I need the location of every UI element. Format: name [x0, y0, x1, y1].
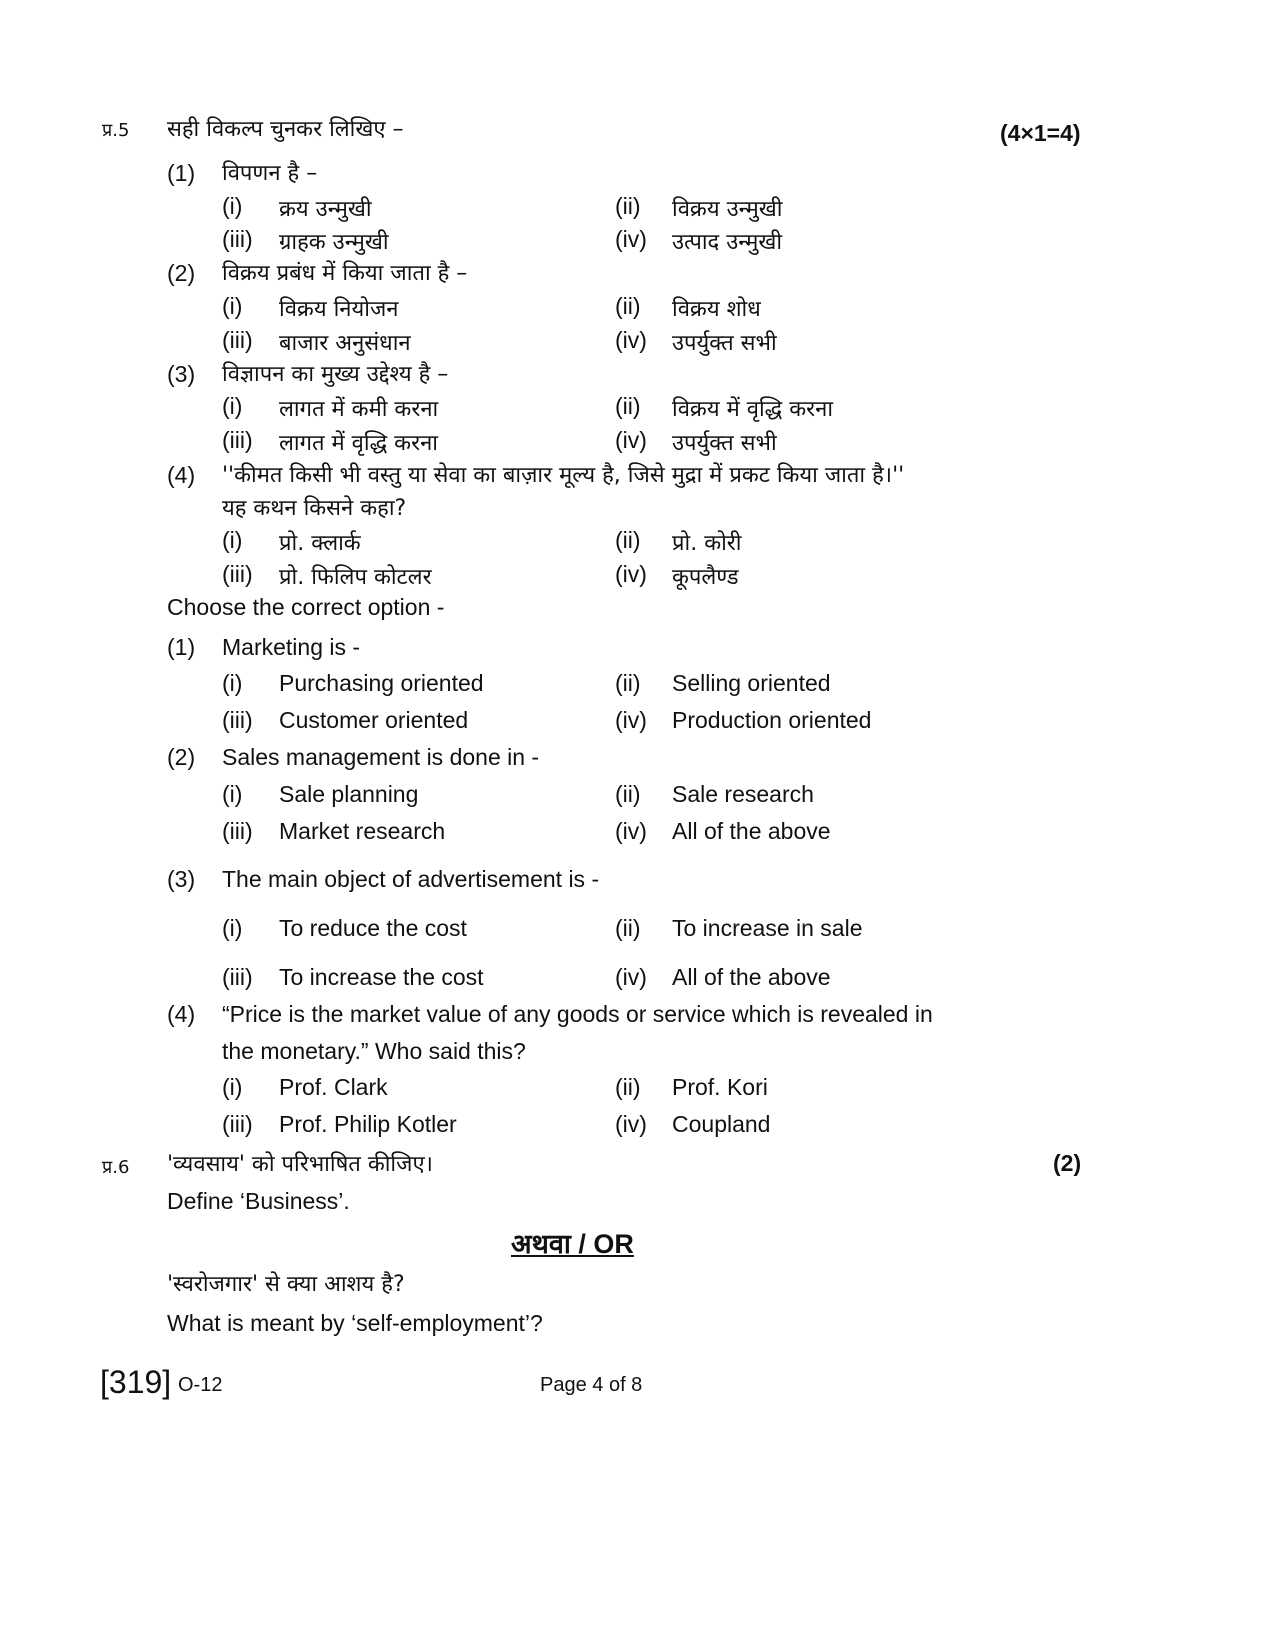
option-label: (iv) [615, 226, 647, 252]
option-label: (iv) [615, 427, 647, 453]
sub-question-stem: Sales management is done in - [222, 744, 540, 770]
option-text: ग्राहक उन्मुखी [279, 230, 389, 255]
question-number-6: प्र.6 [102, 1157, 130, 1178]
instruction-english: Choose the correct option - [167, 594, 445, 620]
option-text: Prof. Philip Kotler [279, 1111, 457, 1137]
question-instruction-hindi: सही विकल्प चुनकर लिखिए – [167, 117, 404, 142]
option-label: (iv) [615, 964, 647, 990]
option-label: (ii) [615, 527, 641, 553]
option-label: (iv) [615, 818, 647, 844]
option-label: (ii) [615, 293, 641, 319]
paper-code-suffix: O-12 [178, 1374, 223, 1396]
paper-code: [319] [100, 1364, 172, 1400]
sub-question-stem: यह कथन किसने कहा? [222, 496, 407, 521]
option-label: (i) [222, 293, 243, 319]
option-label: (iv) [615, 561, 647, 587]
sub-question-number: (4) [167, 462, 196, 488]
option-text: क्रय उन्मुखी [279, 197, 372, 222]
sub-question-number: (3) [167, 361, 196, 387]
option-text: उत्पाद उन्मुखी [672, 230, 783, 255]
option-label: (iii) [222, 818, 253, 844]
option-label: (iii) [222, 964, 253, 990]
question-6-hindi: 'व्यवसाय' को परिभाषित कीजिए। [167, 1152, 433, 1177]
option-text: कूपलैण्ड [672, 565, 739, 590]
option-text: प्रो. कोरी [672, 531, 742, 556]
sub-question-number: (1) [167, 634, 196, 660]
option-label: (i) [222, 781, 243, 807]
sub-question-number: (1) [167, 160, 196, 186]
option-label: (iii) [222, 427, 253, 453]
option-text: प्रो. क्लार्क [279, 531, 361, 556]
option-text: All of the above [672, 964, 831, 990]
or-separator: अथवा / OR [511, 1229, 634, 1259]
option-text: Market research [279, 818, 446, 844]
sub-question-number: (2) [167, 260, 196, 286]
option-label: (iv) [615, 327, 647, 353]
option-text: Prof. Kori [672, 1074, 768, 1100]
option-text: प्रो. फिलिप कोटलर [279, 565, 432, 590]
option-label: (iii) [222, 1111, 253, 1137]
alternative-question-hindi: 'स्वरोजगार' से क्या आशय है? [167, 1272, 405, 1297]
option-label: (ii) [615, 915, 641, 941]
option-label: (i) [222, 527, 243, 553]
option-text: विक्रय में वृद्धि करना [672, 397, 834, 422]
sub-question-number: (2) [167, 744, 196, 770]
option-label: (iii) [222, 226, 253, 252]
option-label: (ii) [615, 193, 641, 219]
question-number: प्र.5 [102, 120, 130, 141]
option-text: Sale planning [279, 781, 419, 807]
option-label: (iii) [222, 707, 253, 733]
alternative-question-english: What is meant by ‘self-employment’? [167, 1310, 543, 1336]
sub-question-stem: ''कीमत किसी भी वस्तु या सेवा का बाज़ार मूल्य है, जिसे मुद्रा में प्रकट किया जाता है।'' [222, 463, 905, 488]
option-text: उपर्युक्त सभी [672, 331, 777, 356]
question-marks: (4×1=4) [1000, 120, 1081, 146]
option-text: लागत में वृद्धि करना [279, 431, 438, 456]
option-label: (ii) [615, 670, 641, 696]
option-text: विक्रय उन्मुखी [672, 197, 783, 222]
question-6-marks: (2) [1053, 1150, 1082, 1176]
sub-question-stem: The main object of advertisement is - [222, 866, 600, 892]
option-label: (ii) [615, 393, 641, 419]
sub-question-stem: विक्रय प्रबंध में किया जाता है – [222, 261, 468, 286]
option-text: All of the above [672, 818, 831, 844]
question-6-english: Define ‘Business’. [167, 1188, 350, 1214]
option-label: (iv) [615, 707, 647, 733]
sub-question-stem: the monetary.” Who said this? [222, 1038, 526, 1064]
sub-question-stem: “Price is the market value of any goods or service which is revealed in [222, 1001, 933, 1027]
sub-question-stem: Marketing is - [222, 634, 361, 660]
option-text: Purchasing oriented [279, 670, 484, 696]
option-text: उपर्युक्त सभी [672, 431, 777, 456]
option-label: (i) [222, 193, 243, 219]
option-text: Production oriented [672, 707, 872, 733]
option-label: (i) [222, 670, 243, 696]
sub-question-number: (3) [167, 866, 196, 892]
sub-question-stem: विज्ञापन का मुख्य उद्देश्य है – [222, 362, 449, 387]
option-text: To increase in sale [672, 915, 863, 941]
option-text: To reduce the cost [279, 915, 467, 941]
option-label: (i) [222, 915, 243, 941]
option-label: (iii) [222, 561, 253, 587]
option-label: (i) [222, 1074, 243, 1100]
option-text: Prof. Clark [279, 1074, 388, 1100]
option-text: Sale research [672, 781, 814, 807]
option-text: Coupland [672, 1111, 771, 1137]
option-text: बाजार अनुसंधान [279, 331, 411, 356]
option-text: लागत में कमी करना [279, 397, 439, 422]
option-text: To increase the cost [279, 964, 484, 990]
option-text: Selling oriented [672, 670, 831, 696]
option-label: (iii) [222, 327, 253, 353]
sub-question-stem: विपणन है – [222, 161, 318, 186]
option-label: (iv) [615, 1111, 647, 1137]
sub-question-number: (4) [167, 1001, 196, 1027]
page-number: Page 4 of 8 [540, 1374, 643, 1396]
option-label: (ii) [615, 781, 641, 807]
option-text: Customer oriented [279, 707, 469, 733]
option-text: विक्रय शोध [672, 297, 761, 322]
option-label: (i) [222, 393, 243, 419]
option-label: (ii) [615, 1074, 641, 1100]
option-text: विक्रय नियोजन [279, 297, 399, 322]
